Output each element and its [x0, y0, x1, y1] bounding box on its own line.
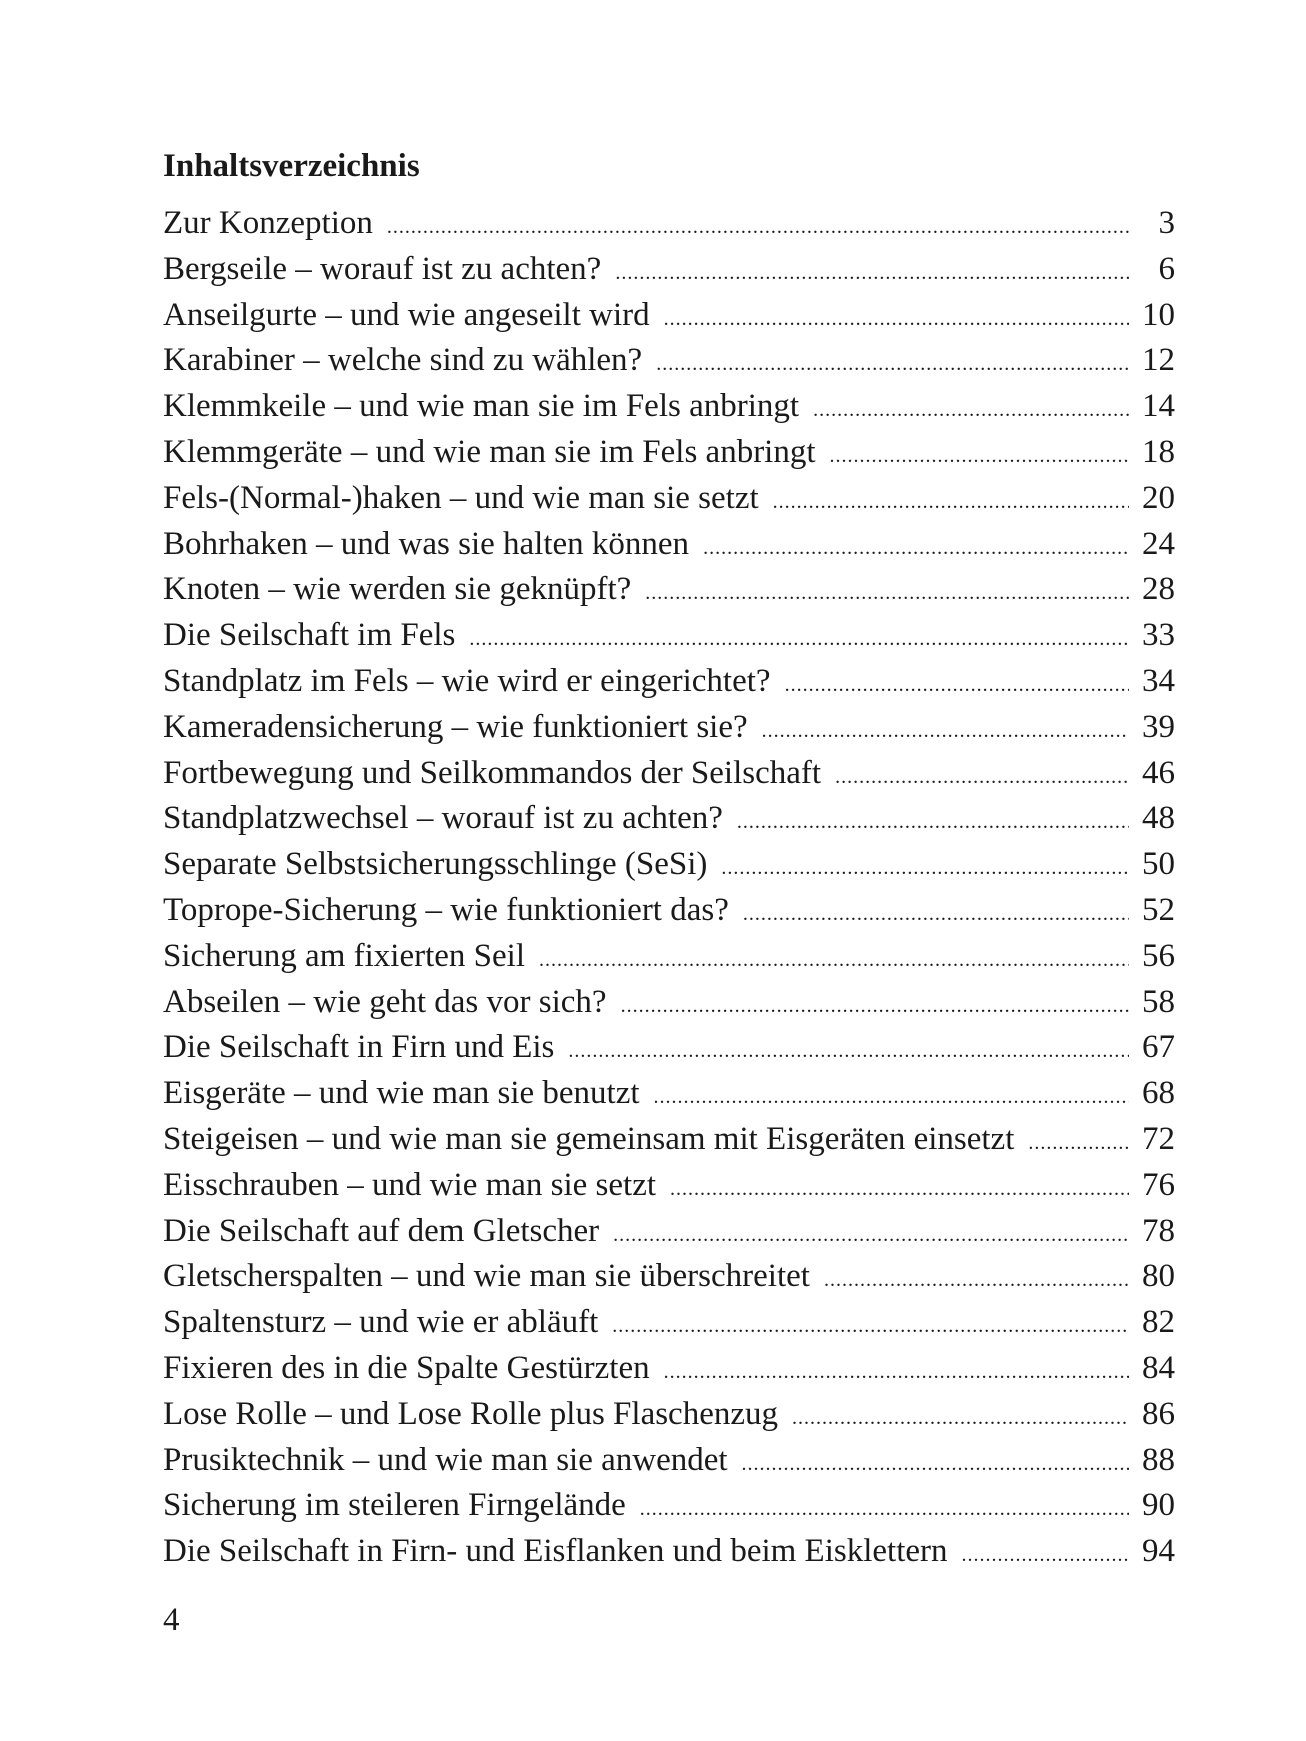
toc-entry-title: Prusiktechnik – und wie man sie anwendet — [163, 1441, 728, 1478]
toc-entry-title: Zur Konzeption — [163, 205, 373, 241]
toc-entry-title: Knoten – wie werden sie geknüpft? — [163, 571, 632, 608]
toc-entry — [163, 201, 1175, 247]
toc-entry-page: 46 — [1142, 754, 1175, 791]
toc-dot-leader — [773, 480, 1129, 525]
toc-entry-page: 88 — [1142, 1441, 1175, 1478]
toc-entry — [163, 384, 1175, 430]
toc-dot-leader — [615, 251, 1129, 296]
toc-entry-title: Separate Selbstsicherungsschlinge (SeSi) — [163, 846, 708, 883]
toc-entry — [163, 613, 1175, 659]
toc-entry — [163, 522, 1175, 568]
toc-entry — [163, 1483, 1175, 1529]
toc-entry-page: 94 — [1142, 1533, 1175, 1570]
toc-entry — [163, 980, 1175, 1026]
toc-list — [163, 201, 1175, 1575]
toc-entry-title: Standplatz im Fels – wie wird er eingerichtet? — [163, 662, 771, 699]
toc-dot-leader — [813, 388, 1129, 433]
toc-entry — [163, 430, 1175, 476]
toc-entry-page: 58 — [1142, 983, 1175, 1020]
toc-entry-title: Die Seilschaft im Fels — [163, 617, 456, 654]
toc-entry-title: Die Seilschaft auf dem Gletscher — [163, 1212, 600, 1249]
toc-entry-page: 90 — [1142, 1487, 1175, 1524]
toc-dot-leader — [703, 526, 1129, 571]
toc-entry — [163, 1346, 1175, 1392]
toc-entry-title: Klemmgeräte – und wie man sie im Fels anbringt — [163, 433, 816, 470]
toc-entry-page: 20 — [1142, 479, 1175, 516]
toc-dot-leader — [387, 205, 1129, 250]
toc-entry-page: 82 — [1142, 1304, 1175, 1341]
toc-entry-title: Klemmkeile – und wie man sie im Fels anbringt — [163, 388, 800, 425]
toc-entry-title: Abseilen – wie geht das vor sich? — [163, 983, 607, 1020]
toc-entry — [163, 476, 1175, 522]
toc-entry — [163, 842, 1175, 888]
toc-dot-leader — [664, 1350, 1129, 1395]
toc-entry-title: Eisgeräte – und wie man sie benutzt — [163, 1075, 640, 1112]
toc-entry-page: 28 — [1142, 571, 1175, 608]
toc-entry-title: Fels-(Normal-)haken – und wie man sie setzt — [163, 479, 759, 516]
toc-dot-leader — [654, 1075, 1129, 1120]
toc-dot-leader — [743, 892, 1129, 937]
toc-entry-page: 72 — [1142, 1120, 1175, 1157]
toc-dot-leader — [613, 1213, 1129, 1258]
toc-entry-title: Die Seilschaft in Firn und Eis — [163, 1029, 555, 1066]
toc-dot-leader — [621, 984, 1129, 1029]
toc-entry-page: 67 — [1142, 1029, 1175, 1066]
toc-entry-page: 78 — [1142, 1212, 1175, 1249]
toc-entry-title: Toprope-Sicherung – wie funktioniert das? — [163, 891, 729, 928]
toc-entry-page: 76 — [1142, 1166, 1175, 1203]
toc-entry-page: 3 — [1158, 205, 1175, 241]
toc-entry-title: Sicherung im steileren Firngelände — [163, 1487, 626, 1524]
page-number: 4 — [163, 1602, 180, 1638]
toc-entry — [163, 247, 1175, 293]
toc-entry-page: 80 — [1142, 1258, 1175, 1295]
toc-entry-title: Steigeisen – und wie man sie gemeinsam mit Eisgeräten einsetzt — [163, 1120, 1015, 1157]
toc-entry-title: Bergseile – worauf ist zu achten? — [163, 250, 602, 287]
toc-entry — [163, 796, 1175, 842]
toc-entry-title: Fortbewegung und Seilkommandos der Seilschaft — [163, 754, 822, 791]
toc-dot-leader — [737, 800, 1129, 845]
toc-entry-page: 39 — [1142, 708, 1175, 745]
toc-entry-page: 52 — [1142, 891, 1175, 928]
toc-dot-leader — [742, 1442, 1129, 1487]
toc-entry-page: 14 — [1142, 388, 1175, 425]
toc-entry — [163, 567, 1175, 613]
toc-entry-title: Anseilgurte – und wie angeseilt wird — [163, 296, 650, 333]
toc-entry-page: 10 — [1142, 296, 1175, 333]
toc-entry-page: 56 — [1142, 937, 1175, 974]
toc-entry — [163, 705, 1175, 751]
toc-heading: Inhaltsverzeichnis — [163, 148, 420, 184]
toc-dot-leader — [656, 342, 1129, 387]
toc-entry-page: 6 — [1158, 250, 1175, 287]
toc-dot-leader — [830, 434, 1129, 479]
toc-entry-title: Gletscherspalten – und wie man sie überschreitet — [163, 1258, 810, 1295]
toc-entry-page: 84 — [1142, 1349, 1175, 1386]
toc-dot-leader — [612, 1304, 1129, 1349]
toc-entry-title: Lose Rolle – und Lose Rolle plus Flaschenzug — [163, 1395, 778, 1432]
toc-entry — [163, 1300, 1175, 1346]
toc-entry — [163, 1117, 1175, 1163]
toc-dot-leader — [664, 297, 1129, 342]
toc-dot-leader — [645, 571, 1129, 616]
toc-dot-leader — [670, 1167, 1129, 1212]
toc-dot-leader — [1028, 1121, 1129, 1166]
toc-entry — [163, 1071, 1175, 1117]
toc-entry — [163, 1209, 1175, 1255]
toc-dot-leader — [640, 1487, 1129, 1532]
toc-entry — [163, 338, 1175, 384]
toc-entry — [163, 1392, 1175, 1438]
toc-dot-leader — [835, 755, 1129, 800]
toc-dot-leader — [762, 709, 1129, 754]
toc-entry-page: 24 — [1142, 525, 1175, 562]
toc-entry-page: 68 — [1142, 1075, 1175, 1112]
toc-entry-page: 12 — [1142, 342, 1175, 379]
toc-dot-leader — [568, 1029, 1129, 1074]
toc-entry-title: Kameradensicherung – wie funktioniert sie? — [163, 708, 748, 745]
toc-dot-leader — [539, 938, 1129, 983]
toc-entry-title: Spaltensturz – und wie er abläuft — [163, 1304, 599, 1341]
toc-entry-title: Eisschrauben – und wie man sie setzt — [163, 1166, 657, 1203]
toc-dot-leader — [824, 1258, 1129, 1303]
toc-entry — [163, 1025, 1175, 1071]
toc-dot-leader — [792, 1396, 1129, 1441]
toc-dot-leader — [962, 1533, 1129, 1578]
toc-entry-title: Sicherung am fixierten Seil — [163, 937, 525, 974]
toc-dot-leader — [721, 846, 1129, 891]
toc-entry — [163, 1438, 1175, 1484]
toc-entry-page: 86 — [1142, 1395, 1175, 1432]
toc-entry-page: 34 — [1142, 662, 1175, 699]
toc-entry-title: Bohrhaken – und was sie halten können — [163, 525, 690, 562]
toc-entry-title: Standplatzwechsel – worauf ist zu achten? — [163, 800, 723, 837]
toc-entry — [163, 1254, 1175, 1300]
toc-entry-title: Karabiner – welche sind zu wählen? — [163, 342, 643, 379]
toc-entry — [163, 1163, 1175, 1209]
toc-entry — [163, 659, 1175, 705]
toc-entry — [163, 1529, 1175, 1575]
toc-entry — [163, 751, 1175, 797]
toc-entry-title: Die Seilschaft in Firn- und Eisflanken und beim Eisklettern — [163, 1533, 948, 1570]
toc-entry — [163, 888, 1175, 934]
toc-entry — [163, 293, 1175, 339]
toc-entry-page: 18 — [1142, 433, 1175, 470]
toc-dot-leader — [469, 617, 1129, 662]
toc-entry-title: Fixieren des in die Spalte Gestürzten — [163, 1349, 650, 1386]
toc-entry-page: 48 — [1142, 800, 1175, 837]
toc-entry-page: 50 — [1142, 846, 1175, 883]
toc-dot-leader — [785, 663, 1129, 708]
toc-entry — [163, 934, 1175, 980]
toc-entry-page: 33 — [1142, 617, 1175, 654]
